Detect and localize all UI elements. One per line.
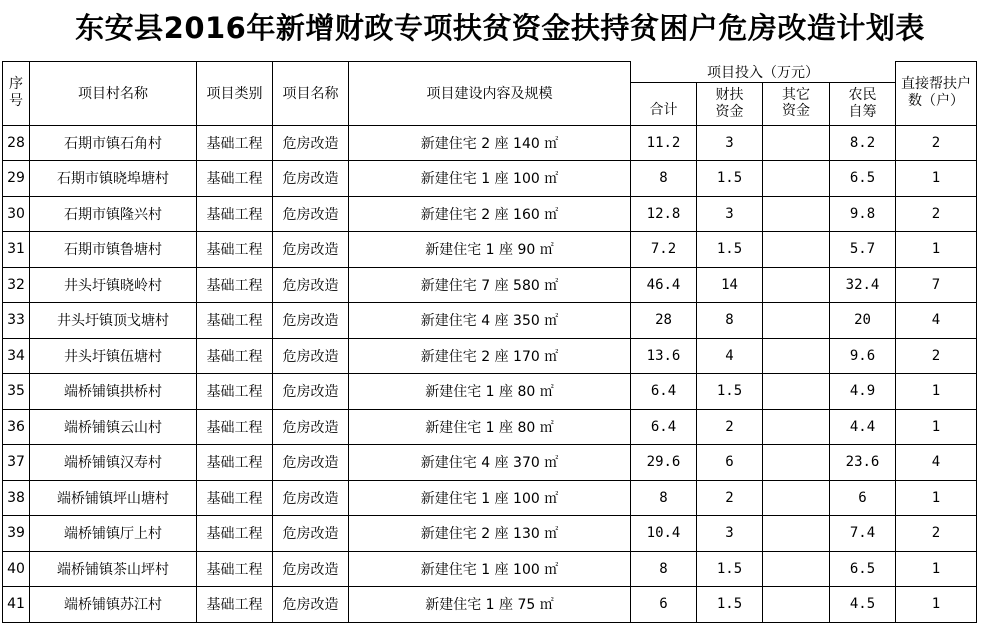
- cell-fiscal: 6: [697, 445, 763, 481]
- cell-content: 新建住宅 4 座 370 ㎡: [349, 445, 631, 481]
- cell-other: [763, 196, 830, 232]
- cell-total: 11.2: [631, 125, 697, 161]
- cell-households: 1: [896, 587, 977, 623]
- cell-seq: 35: [3, 374, 30, 410]
- cell-village: 端桥铺镇坪山塘村: [30, 480, 197, 516]
- cell-category: 基础工程: [197, 409, 273, 445]
- cell-farmer: 9.6: [830, 338, 896, 374]
- cell-total: 10.4: [631, 516, 697, 552]
- cell-farmer: 4.9: [830, 374, 896, 410]
- cell-farmer: 23.6: [830, 445, 896, 481]
- cell-other: [763, 587, 830, 623]
- cell-households: 1: [896, 232, 977, 268]
- header-project: 项目名称: [273, 62, 349, 126]
- cell-category: 基础工程: [197, 551, 273, 587]
- cell-seq: 32: [3, 267, 30, 303]
- cell-seq: 38: [3, 480, 30, 516]
- cell-farmer: 6.5: [830, 161, 896, 197]
- cell-category: 基础工程: [197, 516, 273, 552]
- cell-fiscal: 4: [697, 338, 763, 374]
- cell-households: 2: [896, 338, 977, 374]
- cell-project: 危房改造: [273, 516, 349, 552]
- table-body: [3, 125, 977, 622]
- cell-category: 基础工程: [197, 480, 273, 516]
- table-row: [3, 303, 977, 339]
- table-row: [3, 232, 977, 268]
- cell-seq: 29: [3, 161, 30, 197]
- header-other: 其它资金: [763, 82, 830, 125]
- cell-total: 8: [631, 480, 697, 516]
- cell-content: 新建住宅 1 座 80 ㎡: [349, 374, 631, 410]
- header-households: 直接帮扶户数（户）: [896, 62, 977, 126]
- table-row: [3, 196, 977, 232]
- cell-fiscal: 1.5: [697, 587, 763, 623]
- table-row: [3, 267, 977, 303]
- cell-project: 危房改造: [273, 551, 349, 587]
- cell-project: 危房改造: [273, 232, 349, 268]
- header-farmer: 农民自筹: [830, 82, 896, 125]
- cell-village: 端桥铺镇汉寿村: [30, 445, 197, 481]
- cell-village: 石期市镇晓埠塘村: [30, 161, 197, 197]
- cell-category: 基础工程: [197, 161, 273, 197]
- cell-village: 石期市镇石角村: [30, 125, 197, 161]
- header-content: 项目建设内容及规模: [349, 62, 631, 126]
- cell-other: [763, 125, 830, 161]
- cell-households: 1: [896, 480, 977, 516]
- cell-fiscal: 1.5: [697, 232, 763, 268]
- header-fiscal: 财扶资金: [697, 82, 763, 125]
- table-row: [3, 125, 977, 161]
- cell-project: 危房改造: [273, 125, 349, 161]
- cell-other: [763, 409, 830, 445]
- header-seq: 序号: [3, 62, 30, 126]
- header-investment: 项目投入（万元）: [631, 62, 896, 83]
- cell-fiscal: 3: [697, 125, 763, 161]
- cell-project: 危房改造: [273, 338, 349, 374]
- cell-project: 危房改造: [273, 409, 349, 445]
- cell-content: 新建住宅 1 座 80 ㎡: [349, 409, 631, 445]
- cell-households: 1: [896, 161, 977, 197]
- cell-seq: 28: [3, 125, 30, 161]
- cell-farmer: 5.7: [830, 232, 896, 268]
- cell-category: 基础工程: [197, 196, 273, 232]
- cell-content: 新建住宅 1 座 90 ㎡: [349, 232, 631, 268]
- cell-project: 危房改造: [273, 480, 349, 516]
- table-row: [3, 161, 977, 197]
- cell-fiscal: 3: [697, 196, 763, 232]
- cell-other: [763, 161, 830, 197]
- cell-seq: 31: [3, 232, 30, 268]
- cell-seq: 39: [3, 516, 30, 552]
- cell-content: 新建住宅 4 座 350 ㎡: [349, 303, 631, 339]
- cell-category: 基础工程: [197, 267, 273, 303]
- table-header: [3, 62, 977, 126]
- cell-seq: 40: [3, 551, 30, 587]
- cell-fiscal: 1.5: [697, 374, 763, 410]
- cell-fiscal: 14: [697, 267, 763, 303]
- cell-households: 1: [896, 374, 977, 410]
- cell-farmer: 6.5: [830, 551, 896, 587]
- table-row: [3, 445, 977, 481]
- cell-village: 端桥铺镇茶山坪村: [30, 551, 197, 587]
- cell-total: 6.4: [631, 374, 697, 410]
- table-row: [3, 516, 977, 552]
- cell-seq: 33: [3, 303, 30, 339]
- table-row: [3, 409, 977, 445]
- plan-table: [2, 61, 977, 623]
- cell-fiscal: 2: [697, 480, 763, 516]
- cell-total: 6: [631, 587, 697, 623]
- cell-category: 基础工程: [197, 125, 273, 161]
- page-title: 东安县2016年新增财政专项扶贫资金扶持贫困户危房改造计划表: [75, 11, 925, 45]
- cell-total: 7.2: [631, 232, 697, 268]
- cell-farmer: 32.4: [830, 267, 896, 303]
- cell-total: 13.6: [631, 338, 697, 374]
- cell-content: 新建住宅 1 座 100 ㎡: [349, 480, 631, 516]
- cell-households: 1: [896, 551, 977, 587]
- cell-content: 新建住宅 2 座 140 ㎡: [349, 125, 631, 161]
- cell-category: 基础工程: [197, 445, 273, 481]
- cell-farmer: 9.8: [830, 196, 896, 232]
- cell-other: [763, 445, 830, 481]
- cell-village: 端桥铺镇拱桥村: [30, 374, 197, 410]
- cell-other: [763, 267, 830, 303]
- cell-households: 1: [896, 409, 977, 445]
- table-row: [3, 338, 977, 374]
- cell-category: 基础工程: [197, 338, 273, 374]
- cell-content: 新建住宅 7 座 580 ㎡: [349, 267, 631, 303]
- cell-total: 8: [631, 551, 697, 587]
- cell-village: 端桥铺镇云山村: [30, 409, 197, 445]
- cell-other: [763, 374, 830, 410]
- cell-category: 基础工程: [197, 587, 273, 623]
- cell-village: 石期市镇隆兴村: [30, 196, 197, 232]
- cell-project: 危房改造: [273, 374, 349, 410]
- table-row: [3, 551, 977, 587]
- table-row: [3, 587, 977, 623]
- cell-households: 2: [896, 196, 977, 232]
- cell-total: 12.8: [631, 196, 697, 232]
- cell-category: 基础工程: [197, 232, 273, 268]
- cell-households: 7: [896, 267, 977, 303]
- header-village: 项目村名称: [30, 62, 197, 126]
- cell-households: 2: [896, 516, 977, 552]
- cell-content: 新建住宅 1 座 75 ㎡: [349, 587, 631, 623]
- cell-project: 危房改造: [273, 303, 349, 339]
- cell-other: [763, 480, 830, 516]
- cell-project: 危房改造: [273, 445, 349, 481]
- cell-total: 6.4: [631, 409, 697, 445]
- table-row: [3, 374, 977, 410]
- cell-village: 井头圩镇顶戈塘村: [30, 303, 197, 339]
- cell-village: 井头圩镇伍塘村: [30, 338, 197, 374]
- cell-total: 46.4: [631, 267, 697, 303]
- cell-village: 石期市镇鲁塘村: [30, 232, 197, 268]
- cell-content: 新建住宅 2 座 160 ㎡: [349, 196, 631, 232]
- cell-seq: 34: [3, 338, 30, 374]
- cell-fiscal: 2: [697, 409, 763, 445]
- cell-other: [763, 232, 830, 268]
- cell-farmer: 8.2: [830, 125, 896, 161]
- cell-category: 基础工程: [197, 374, 273, 410]
- cell-village: 端桥铺镇厅上村: [30, 516, 197, 552]
- cell-other: [763, 338, 830, 374]
- cell-project: 危房改造: [273, 267, 349, 303]
- cell-total: 28: [631, 303, 697, 339]
- cell-content: 新建住宅 1 座 100 ㎡: [349, 551, 631, 587]
- cell-total: 29.6: [631, 445, 697, 481]
- cell-category: 基础工程: [197, 303, 273, 339]
- cell-seq: 36: [3, 409, 30, 445]
- cell-fiscal: 1.5: [697, 161, 763, 197]
- cell-village: 端桥铺镇苏江村: [30, 587, 197, 623]
- cell-farmer: 7.4: [830, 516, 896, 552]
- cell-farmer: 4.5: [830, 587, 896, 623]
- cell-farmer: 6: [830, 480, 896, 516]
- cell-seq: 41: [3, 587, 30, 623]
- cell-village: 井头圩镇晓岭村: [30, 267, 197, 303]
- cell-fiscal: 1.5: [697, 551, 763, 587]
- cell-fiscal: 8: [697, 303, 763, 339]
- cell-project: 危房改造: [273, 161, 349, 197]
- cell-other: [763, 551, 830, 587]
- cell-households: 4: [896, 303, 977, 339]
- cell-farmer: 4.4: [830, 409, 896, 445]
- cell-farmer: 20: [830, 303, 896, 339]
- cell-other: [763, 516, 830, 552]
- cell-households: 2: [896, 125, 977, 161]
- header-total: 合计: [631, 82, 697, 125]
- cell-seq: 37: [3, 445, 30, 481]
- cell-other: [763, 303, 830, 339]
- cell-project: 危房改造: [273, 196, 349, 232]
- header-category: 项目类别: [197, 62, 273, 126]
- cell-content: 新建住宅 2 座 130 ㎡: [349, 516, 631, 552]
- cell-project: 危房改造: [273, 587, 349, 623]
- cell-content: 新建住宅 2 座 170 ㎡: [349, 338, 631, 374]
- cell-seq: 30: [3, 196, 30, 232]
- table-row: [3, 480, 977, 516]
- cell-content: 新建住宅 1 座 100 ㎡: [349, 161, 631, 197]
- cell-fiscal: 3: [697, 516, 763, 552]
- cell-total: 8: [631, 161, 697, 197]
- cell-households: 4: [896, 445, 977, 481]
